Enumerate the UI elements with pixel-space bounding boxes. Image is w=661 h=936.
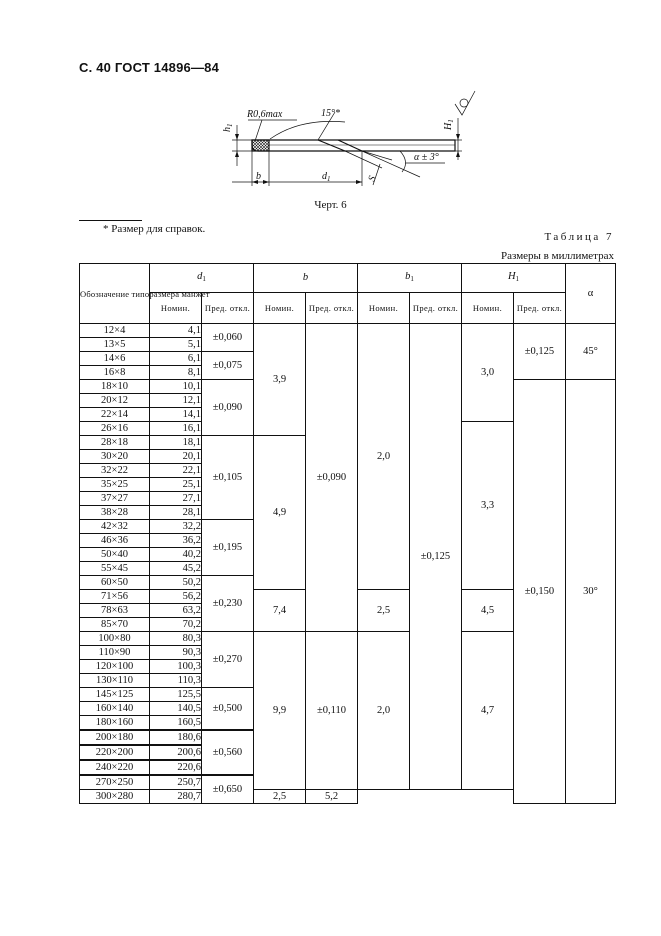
size-cell: 160×140 [80, 702, 150, 716]
d1-deviation-cell: ±0,650 [202, 775, 254, 804]
d1-deviation-cell: ±0,090 [202, 380, 254, 436]
d1-nominal-cell: 40,2 [150, 548, 202, 562]
d1-deviation-cell: ±0,560 [202, 730, 254, 775]
d1-nominal-cell: 110,3 [150, 674, 202, 688]
b-nominal-cell: 7,4 [254, 590, 306, 632]
d1-deviation-cell: ±0,195 [202, 520, 254, 576]
cuff-profile [252, 140, 455, 151]
size-cell: 180×160 [80, 716, 150, 731]
size-cell: 26×16 [80, 422, 150, 436]
alpha-cell: 45° [566, 324, 616, 380]
b1-nominal-header: Номин. [358, 293, 410, 324]
page-header: С. 40 ГОСТ 14896—84 [79, 60, 220, 75]
b-nominal-header: Номин. [254, 293, 306, 324]
d1-nominal-cell: 220,6 [150, 760, 202, 775]
d1-nominal-cell: 25,1 [150, 478, 202, 492]
table-row [80, 324, 616, 338]
d1-nominal-cell: 140,5 [150, 702, 202, 716]
H1-nominal-cell: 3,3 [462, 422, 514, 590]
d1-deviation-cell: ±0,060 [202, 324, 254, 352]
alpha-cell: 30° [566, 380, 616, 804]
size-cell: 100×80 [80, 632, 150, 646]
b-nominal-cell: 3,9 [254, 324, 306, 436]
d1-nominal-cell: 27,1 [150, 492, 202, 506]
size-cell: 14×6 [80, 352, 150, 366]
d1-deviation-cell: ±0,230 [202, 576, 254, 632]
size-cell: 32×22 [80, 464, 150, 478]
H1-header: $H_1$ [462, 264, 566, 293]
angle-15-label: 15°* [321, 108, 340, 119]
b-deviation-header: Пред. откл. [306, 293, 358, 324]
size-cell: 38×28 [80, 506, 150, 520]
size-cell: 120×100 [80, 660, 150, 674]
d1-nominal-cell: 280,7 [150, 790, 202, 804]
b1-nominal-cell: 2,0 [358, 324, 410, 590]
H1-nominal-header: Номин. [462, 293, 514, 324]
size-cell: 60×50 [80, 576, 150, 590]
size-cell: 13×5 [80, 338, 150, 352]
d1-nominal-cell: 90,3 [150, 646, 202, 660]
d1-nominal-cell: 20,1 [150, 450, 202, 464]
size-cell: 78×63 [80, 604, 150, 618]
d1-nominal-cell: 12,1 [150, 394, 202, 408]
d1-nominal-cell: 22,1 [150, 464, 202, 478]
b-label: b [256, 171, 261, 182]
dimension-lines [232, 91, 475, 186]
H1-deviation-cell: ±0,125 [514, 324, 566, 380]
cuff-section-drawing [205, 88, 467, 194]
d1-nominal-cell: 8,1 [150, 366, 202, 380]
b1-deviation-header: Пред. откл. [410, 293, 462, 324]
size-cell: 300×280 [80, 790, 150, 804]
H1-nominal-cell: 4,5 [462, 590, 514, 632]
size-cell: 270×250 [80, 775, 150, 790]
d1-nominal-cell: 16,1 [150, 422, 202, 436]
H1-nominal-cell: 4,7 [462, 632, 514, 790]
b1-nominal-cell: 2,5 [254, 790, 306, 804]
size-cell: 18×10 [80, 380, 150, 394]
d1-nominal-cell: 50,2 [150, 576, 202, 590]
b1-nominal-cell: 2,5 [358, 590, 410, 632]
d1-nominal-cell: 63,2 [150, 604, 202, 618]
d1-nominal-cell: 80,3 [150, 632, 202, 646]
size-cell: 28×18 [80, 436, 150, 450]
d1-nominal-cell: 180,6 [150, 730, 202, 745]
size-cell: 50×40 [80, 548, 150, 562]
d1-nominal-cell: 45,2 [150, 562, 202, 576]
size-cell: 200×180 [80, 730, 150, 745]
H1-deviation-cell: ±0,150 [514, 380, 566, 804]
b-deviation-cell: ±0,110 [306, 632, 358, 790]
table-title: Таблица 7 [544, 231, 614, 243]
d1-nominal-cell: 32,2 [150, 520, 202, 534]
d1-nominal-cell: 28,1 [150, 506, 202, 520]
size-cell: 46×36 [80, 534, 150, 548]
d1-nominal-cell: 36,2 [150, 534, 202, 548]
size-cell: 71×56 [80, 590, 150, 604]
b-deviation-cell: ±0,090 [306, 324, 358, 632]
size-cell: 22×14 [80, 408, 150, 422]
size-cell: 16×8 [80, 366, 150, 380]
d1-deviation-cell: ±0,105 [202, 436, 254, 520]
size-cell: 240×220 [80, 760, 150, 775]
b-header: b [254, 264, 358, 293]
d1-nominal-cell: 10,1 [150, 380, 202, 394]
H1-label: $H_1$ [443, 119, 455, 130]
H1-nominal-cell: 3,0 [462, 324, 514, 422]
d1-deviation-cell: ±0,270 [202, 632, 254, 688]
size-cell: 145×125 [80, 688, 150, 702]
d1-nominal-cell: 18,1 [150, 436, 202, 450]
d1-nominal-cell: 100,3 [150, 660, 202, 674]
d1-nominal-cell: 56,2 [150, 590, 202, 604]
b-nominal-cell: 4,9 [254, 436, 306, 590]
size-cell: 130×110 [80, 674, 150, 688]
d1-nominal-cell: 4,1 [150, 324, 202, 338]
size-cell: 110×90 [80, 646, 150, 660]
alpha-header: α [566, 264, 616, 324]
dimensions-table [79, 263, 616, 804]
size-cell: 220×200 [80, 745, 150, 760]
footnote-rule [79, 220, 142, 221]
designation-header: Обозначение типоразмера манжет [80, 264, 150, 324]
d1-header: $d_1$ [150, 264, 254, 293]
alpha-label: α ± 3° [414, 152, 439, 163]
d1-nominal-cell: 14,1 [150, 408, 202, 422]
d1-deviation-header: Пред. откл. [202, 293, 254, 324]
size-cell: 30×20 [80, 450, 150, 464]
d1-deviation-cell: ±0,500 [202, 688, 254, 731]
size-cell: 85×70 [80, 618, 150, 632]
h1-label: $h_1$ [222, 123, 234, 132]
radius-label: R0,6max [247, 109, 283, 120]
d1-nominal-header: Номин. [150, 293, 202, 324]
d1-nominal-cell: 160,5 [150, 716, 202, 731]
table-units: Размеры в миллиметрах [501, 250, 614, 262]
d1-label: $d_1$ [322, 171, 331, 183]
d1-nominal-cell: 125,5 [150, 688, 202, 702]
d1-nominal-cell: 70,2 [150, 618, 202, 632]
b1-deviation-cell: ±0,125 [410, 324, 462, 790]
size-cell: 20×12 [80, 394, 150, 408]
size-cell: 37×27 [80, 492, 150, 506]
size-cell: 55×45 [80, 562, 150, 576]
size-cell: 12×4 [80, 324, 150, 338]
b1-header: $b_1$ [358, 264, 462, 293]
H1-deviation-header: Пред. откл. [514, 293, 566, 324]
size-cell: 42×32 [80, 520, 150, 534]
d1-nominal-cell: 6,1 [150, 352, 202, 366]
d1-deviation-cell: ±0,075 [202, 352, 254, 380]
figure-caption: Черт. 6 [314, 199, 347, 211]
footnote: * Размер для справок. [103, 223, 206, 235]
b-nominal-cell: 9,9 [254, 632, 306, 790]
size-cell: 35×25 [80, 478, 150, 492]
d1-nominal-cell: 5,1 [150, 338, 202, 352]
H1-nominal-cell: 5,2 [306, 790, 358, 804]
b1-nominal-cell: 2,0 [358, 632, 410, 790]
d1-nominal-cell: 200,6 [150, 745, 202, 760]
s-label: S [366, 174, 379, 184]
d1-nominal-cell: 250,7 [150, 775, 202, 790]
